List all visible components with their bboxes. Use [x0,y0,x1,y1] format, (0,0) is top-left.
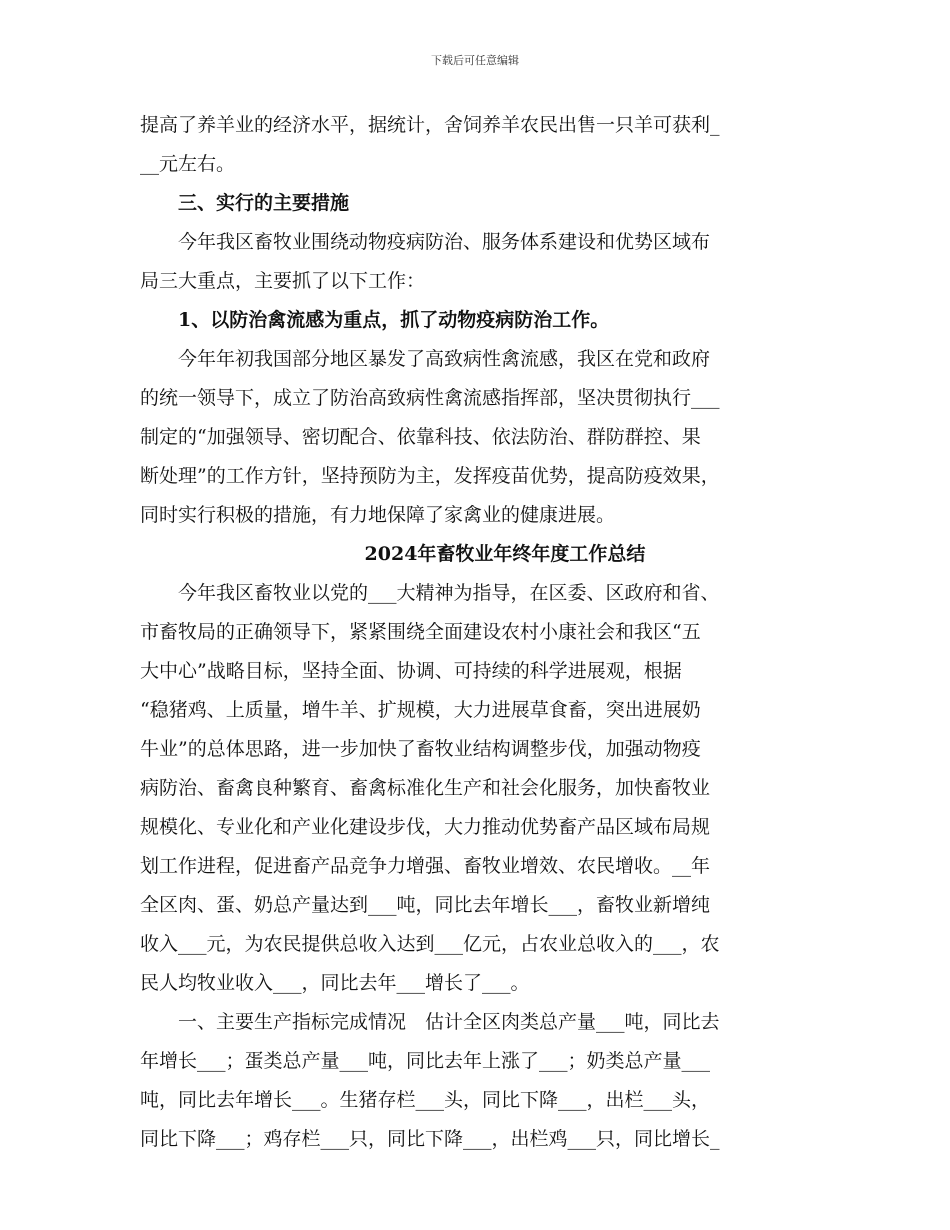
body-line: 划工作进程，促进畜产品竞争力增强、畜牧业增效、农民增收。__年 [140,855,711,877]
body-line: 制定的“加强领导、密切配合、依靠科技、依法防治、群防群控、果 [140,426,701,448]
body-line: 局三大重点，主要抓了以下工作： [140,270,426,292]
body-line: 收入___元，为农民提供总收入达到___亿元，占农业总收入的___，农 [140,933,720,955]
body-line: 今年年初我国部分地区暴发了高致病性禽流感，我区在党和政府 [140,348,711,370]
document-body [140,106,820,1159]
body-line: 病防治、畜禽良种繁育、畜禽标准化生产和社会化服务，加快畜牧业 [140,777,711,799]
body-line: 年增长___；蛋类总产量___吨，同比去年上涨了___；奶类总产量___ [140,1050,711,1072]
body-line: 一、主要生产指标完成情况 估计全区肉类总产量___吨，同比去 [140,1011,720,1033]
subsection-heading: 1、以防治禽流感为重点，抓了动物疫病防治工作。 [140,309,610,331]
body-line: 同时实行积极的措施，有力地保障了家禽业的健康进展。 [140,504,616,526]
body-line: 全区肉、蛋、奶总产量达到___吨，同比去年增长___，畜牧业新增纯 [140,894,711,916]
body-line: 牛业”的总体思路，进一步加快了畜牧业结构调整步伐，加强动物疫 [140,738,701,760]
body-line: “稳猪鸡、上质量，增牛羊、扩规模，大力进展草食畜，突出进展奶 [140,699,701,721]
page-header: 下载后可任意编辑 [431,54,519,67]
section-heading: 三、实行的主要措施 [140,192,350,214]
body-line: 市畜牧局的正确领导下，紧紧围绕全面建设农村小康社会和我区“五 [140,621,701,643]
body-line: 的统一领导下，成立了防治高致病性禽流感指挥部，坚决贯彻执行___ [140,387,720,409]
body-line: 吨，同比去年增长___。生猪存栏___头，同比下降___，出栏___头， [140,1089,711,1111]
body-line: 今年我区畜牧业围绕动物疫病防治、服务体系建设和优势区域布 [140,231,711,253]
body-line: 大中心”战略目标，坚持全面、协调、可持续的科学进展观，根据 [140,660,682,682]
body-line: 规模化、专业化和产业化建设步伐，大力推动优势畜产品区域布局规 [140,816,711,838]
body-line: __元左右。 [140,153,236,175]
body-line: 同比下降___；鸡存栏___只，同比下降___，出栏鸡___只，同比增长_ [140,1128,720,1150]
body-line: 断处理”的工作方针，坚持预防为主，发挥疫苗优势，提高防疫效果， [140,465,720,487]
document-title: 2024年畜牧业年终年度工作总结 [364,543,646,565]
body-line: 今年我区畜牧业以党的___大精神为指导，在区委、区政府和省、 [140,582,720,604]
body-line: 民人均牧业收入___，同比去年___增长了___。 [140,972,530,994]
body-line: 提高了养羊业的经济水平，据统计，舍饲养羊农民出售一只羊可获利_ [140,114,720,136]
